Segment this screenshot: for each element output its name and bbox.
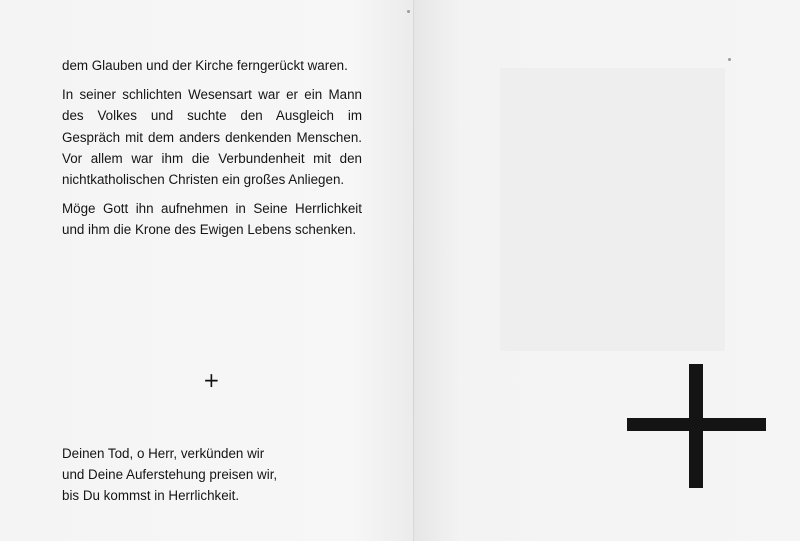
closing-line-2: und Deine Auferstehung preisen wir, [62,467,278,483]
photo-area [500,68,725,351]
closing-line-3: bis Du kommst in Herrlichkeit. [62,488,240,504]
body-text [62,55,362,249]
small-cross-icon: + [203,368,220,392]
paragraph-2: In seiner schlichten Wesensart war er ein Mann des Volkes und suchte den Ausgleich im Gespräch mit dem anders denkenden Menschen. Vor allem war ihm die Verbundenheit mit den nichtkatholischen Christen ein großes Anliegen. [62,87,362,188]
large-cross-bar [627,418,766,431]
paragraph-1: dem Glauben und der Kirche ferngerückt waren. [62,58,348,73]
closing-line-1: Deinen Tod, o Herr, verkünden wir [62,446,265,461]
paper-speck [728,58,731,61]
paper-speck [407,10,410,13]
paragraph-3: Möge Gott ihn aufnehmen in Seine Herrlichkeit und ihm die Krone des Ewigen Lebens schenken. [62,201,362,238]
closing-verse [62,443,362,507]
